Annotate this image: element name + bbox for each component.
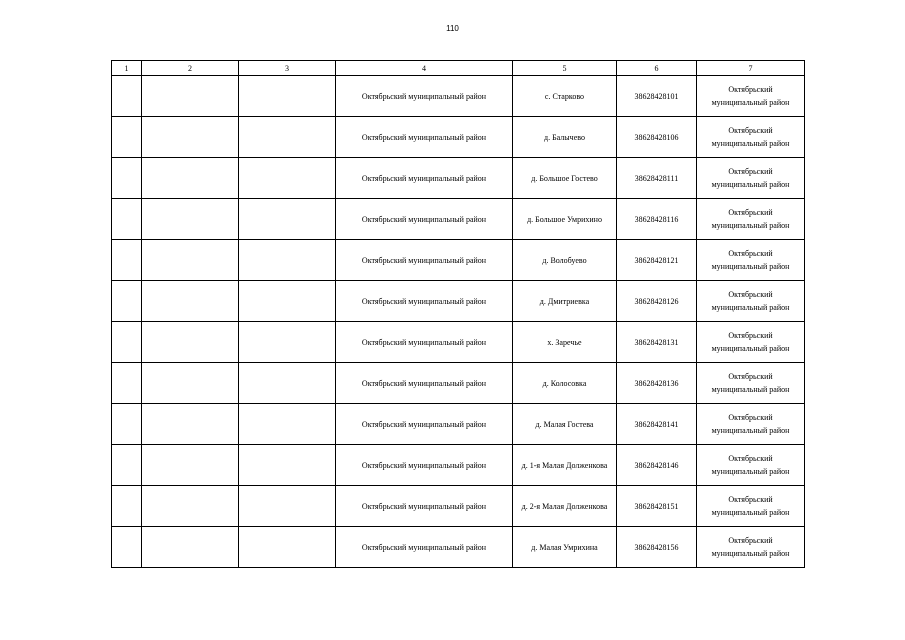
cell-col-1	[112, 281, 142, 322]
cell-code: 38628428106	[617, 117, 697, 158]
cell-col-1	[112, 363, 142, 404]
column-header-6: 6	[617, 61, 697, 76]
administration-line-2: муниципальный район	[711, 467, 790, 476]
cell-col-1	[112, 240, 142, 281]
cell-district: Октябрьский муниципальный район	[336, 76, 513, 117]
administration-line-1: Октябрьский	[728, 495, 773, 504]
cell-code: 38628428126	[617, 281, 697, 322]
column-header-2: 2	[142, 61, 239, 76]
cell-col-2	[142, 240, 239, 281]
cell-settlement: х. Заречье	[513, 322, 617, 363]
administration-line-1: Октябрьский	[728, 290, 773, 299]
cell-col-3	[239, 404, 336, 445]
cell-code: 38628428131	[617, 322, 697, 363]
cell-col-1	[112, 117, 142, 158]
cell-col-2	[142, 445, 239, 486]
cell-administration	[697, 527, 805, 568]
cell-settlement: д. 2-я Малая Долженкова	[513, 486, 617, 527]
cell-col-1	[112, 158, 142, 199]
administration-line-2: муниципальный район	[711, 98, 790, 107]
table-row	[112, 445, 805, 486]
cell-settlement: д. Малая Гостева	[513, 404, 617, 445]
cell-district: Октябрьский муниципальный район	[336, 486, 513, 527]
cell-code: 38628428101	[617, 76, 697, 117]
cell-administration	[697, 76, 805, 117]
administration-line-1: Октябрьский	[728, 413, 773, 422]
cell-col-1	[112, 199, 142, 240]
cell-col-1	[112, 404, 142, 445]
table-row	[112, 117, 805, 158]
administration-line-1: Октябрьский	[728, 126, 773, 135]
cell-settlement: д. Малая Умрихина	[513, 527, 617, 568]
cell-col-3	[239, 240, 336, 281]
cell-col-2	[142, 322, 239, 363]
cell-settlement: д. Большое Гостево	[513, 158, 617, 199]
cell-administration	[697, 199, 805, 240]
cell-col-3	[239, 363, 336, 404]
administration-line-2: муниципальный район	[711, 139, 790, 148]
cell-settlement: д. Балычево	[513, 117, 617, 158]
table-row	[112, 76, 805, 117]
cell-settlement: с. Старково	[513, 76, 617, 117]
cell-col-1	[112, 445, 142, 486]
administration-line-1: Октябрьский	[728, 85, 773, 94]
cell-col-3	[239, 281, 336, 322]
table-row	[112, 404, 805, 445]
cell-code: 38628428136	[617, 363, 697, 404]
column-header-5: 5	[513, 61, 617, 76]
administration-line-1: Октябрьский	[728, 536, 773, 545]
cell-administration	[697, 445, 805, 486]
cell-col-3	[239, 445, 336, 486]
cell-col-2	[142, 404, 239, 445]
cell-district: Октябрьский муниципальный район	[336, 363, 513, 404]
administration-line-2: муниципальный район	[711, 262, 790, 271]
table-row	[112, 158, 805, 199]
cell-administration	[697, 117, 805, 158]
administration-line-2: муниципальный район	[711, 303, 790, 312]
header-row	[112, 61, 805, 76]
table-row	[112, 527, 805, 568]
cell-district: Октябрьский муниципальный район	[336, 199, 513, 240]
administration-line-2: муниципальный район	[711, 508, 790, 517]
table-row	[112, 199, 805, 240]
cell-administration	[697, 322, 805, 363]
cell-district: Октябрьский муниципальный район	[336, 527, 513, 568]
cell-administration	[697, 363, 805, 404]
cell-administration	[697, 158, 805, 199]
administration-line-1: Октябрьский	[728, 208, 773, 217]
administration-line-2: муниципальный район	[711, 180, 790, 189]
cell-col-2	[142, 527, 239, 568]
table-row	[112, 486, 805, 527]
administration-line-1: Октябрьский	[728, 249, 773, 258]
cell-col-1	[112, 527, 142, 568]
cell-administration	[697, 240, 805, 281]
administration-line-1: Октябрьский	[728, 167, 773, 176]
cell-settlement: д. 1-я Малая Долженкова	[513, 445, 617, 486]
cell-col-1	[112, 322, 142, 363]
cell-settlement: д. Колосовка	[513, 363, 617, 404]
cell-col-2	[142, 363, 239, 404]
cell-col-2	[142, 158, 239, 199]
administration-line-1: Октябрьский	[728, 331, 773, 340]
cell-district: Октябрьский муниципальный район	[336, 117, 513, 158]
administration-line-1: Октябрьский	[728, 372, 773, 381]
cell-code: 38628428156	[617, 527, 697, 568]
administration-line-2: муниципальный район	[711, 385, 790, 394]
table-row	[112, 240, 805, 281]
cell-code: 38628428116	[617, 199, 697, 240]
administration-line-1: Октябрьский	[728, 454, 773, 463]
table-row	[112, 322, 805, 363]
column-header-7: 7	[697, 61, 805, 76]
cell-col-2	[142, 281, 239, 322]
cell-district: Октябрьский муниципальный район	[336, 158, 513, 199]
column-header-4: 4	[336, 61, 513, 76]
cell-district: Октябрьский муниципальный район	[336, 445, 513, 486]
table-row	[112, 363, 805, 404]
cell-col-3	[239, 76, 336, 117]
settlements-table	[111, 60, 805, 568]
cell-code: 38628428121	[617, 240, 697, 281]
cell-col-2	[142, 76, 239, 117]
cell-settlement: д. Волобуево	[513, 240, 617, 281]
cell-col-3	[239, 527, 336, 568]
cell-district: Октябрьский муниципальный район	[336, 322, 513, 363]
cell-district: Октябрьский муниципальный район	[336, 404, 513, 445]
cell-code: 38628428111	[617, 158, 697, 199]
cell-settlement: д. Большое Умрихино	[513, 199, 617, 240]
cell-col-2	[142, 486, 239, 527]
table-row	[112, 281, 805, 322]
cell-administration	[697, 404, 805, 445]
cell-district: Октябрьский муниципальный район	[336, 281, 513, 322]
cell-settlement: д. Дмитриевка	[513, 281, 617, 322]
table-body	[112, 76, 805, 568]
cell-administration	[697, 486, 805, 527]
cell-col-2	[142, 117, 239, 158]
cell-col-1	[112, 486, 142, 527]
cell-col-3	[239, 322, 336, 363]
administration-line-2: муниципальный район	[711, 426, 790, 435]
administration-line-2: муниципальный район	[711, 549, 790, 558]
cell-col-3	[239, 158, 336, 199]
column-header-1: 1	[112, 61, 142, 76]
page-number: 110	[446, 24, 459, 33]
cell-code: 38628428141	[617, 404, 697, 445]
cell-col-2	[142, 199, 239, 240]
administration-line-2: муниципальный район	[711, 221, 790, 230]
cell-administration	[697, 281, 805, 322]
column-header-3: 3	[239, 61, 336, 76]
cell-code: 38628428151	[617, 486, 697, 527]
cell-col-3	[239, 117, 336, 158]
cell-code: 38628428146	[617, 445, 697, 486]
cell-district: Октябрьский муниципальный район	[336, 240, 513, 281]
administration-line-2: муниципальный район	[711, 344, 790, 353]
cell-col-3	[239, 199, 336, 240]
cell-col-3	[239, 486, 336, 527]
cell-col-1	[112, 76, 142, 117]
